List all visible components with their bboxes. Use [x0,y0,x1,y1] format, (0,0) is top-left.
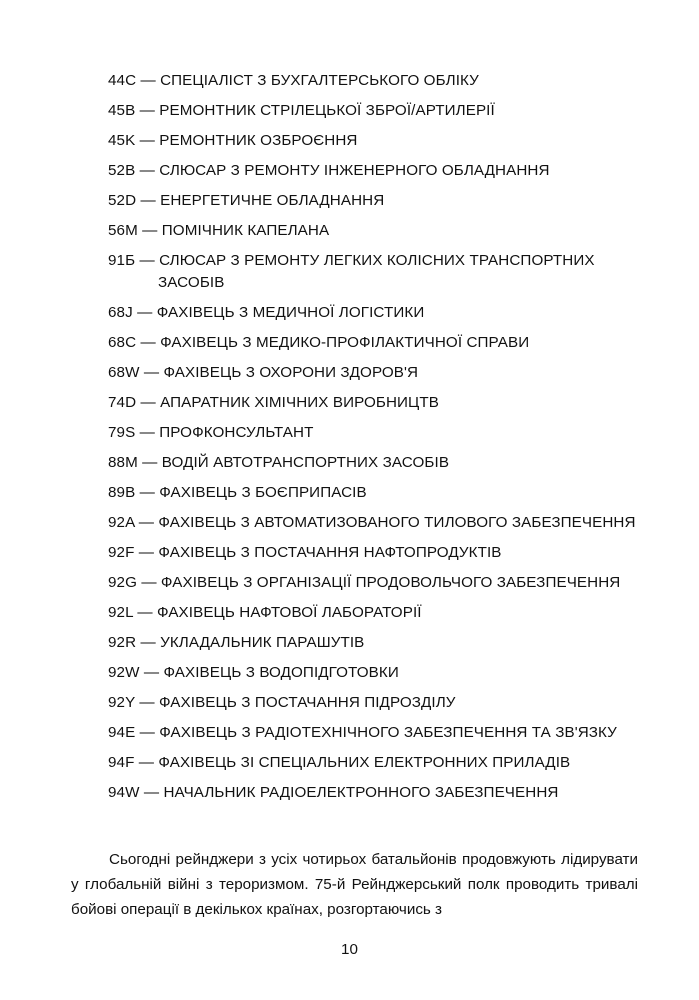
list-item: 94E — ФАХІВЕЦЬ З РАДІОТЕХНІЧНОГО ЗАБЕЗПЕЧЕННЯ ТА ЗВ'ЯЗКУ [108,724,617,741]
list-item: 45K — РЕМОНТНИК ОЗБРОЄННЯ [108,132,358,149]
list-item: 45B — РЕМОНТНИК СТРІЛЕЦЬКОЇ ЗБРОЇ/АРТИЛЕРІЇ [108,102,495,119]
list-item: 92W — ФАХІВЕЦЬ З ВОДОПІДГОТОВКИ [108,664,399,681]
list-item: 92Y — ФАХІВЕЦЬ З ПОСТАЧАННЯ ПІДРОЗДІЛУ [108,694,456,711]
list-item: 92A — ФАХІВЕЦЬ З АВТОМАТИЗОВАНОГО ТИЛОВОГО ЗАБЕЗПЕЧЕННЯ [108,514,636,531]
specialty-list [108,70,636,812]
list-item: 68J — ФАХІВЕЦЬ З МЕДИЧНОЇ ЛОГІСТИКИ [108,304,425,321]
list-item: 68W — ФАХІВЕЦЬ З ОХОРОНИ ЗДОРОВ'Я [108,364,419,381]
list-item: 79S — ПРОФКОНСУЛЬТАНТ [108,424,314,441]
list-item: 74D — АПАРАТНИК ХІМІЧНИХ ВИРОБНИЦТВ [108,394,440,411]
list-item [108,250,628,294]
list-item: 92R — УКЛАДАЛЬНИК ПАРАШУТІВ [108,634,365,651]
list-item: 44C — СПЕЦІАЛІСТ З БУХГАЛТЕРСЬКОГО ОБЛІКУ [108,72,479,89]
list-item: 94F — ФАХІВЕЦЬ ЗІ СПЕЦІАЛЬНИХ ЕЛЕКТРОННИХ ПРИЛАДІВ [108,754,571,771]
list-item: 68C — ФАХІВЕЦЬ З МЕДИКО-ПРОФІЛАКТИЧНОЇ СПРАВИ [108,334,530,351]
list-item: 56M — ПОМІЧНИК КАПЕЛАНА [108,222,330,239]
list-item-continuation: ЗАСОБІВ [158,274,225,291]
paragraph-text: Сьогодні рейнджери з усіх чотирьох батальйонів продовжують лідирувати у глобальній війні з тероризмом. 75-й Рейнджерський полк проводить тривалі бойові операції в декількох країнах, розгортаючись з [71,851,638,918]
list-item: 94W — НАЧАЛЬНИК РАДІОЕЛЕКТРОННОГО ЗАБЕЗПЕЧЕННЯ [108,784,559,801]
list-item: 92L — ФАХІВЕЦЬ НАФТОВОЇ ЛАБОРАТОРІЇ [108,604,422,621]
list-item: 88M — ВОДІЙ АВТОТРАНСПОРТНИХ ЗАСОБІВ [108,454,450,471]
body-paragraph [71,847,638,922]
list-item-line: 91Б — СЛЮСАР З РЕМОНТУ ЛЕГКИХ КОЛІСНИХ ТРАНСПОРТНИХ [108,252,595,269]
list-item: 89B — ФАХІВЕЦЬ З БОЄПРИПАСІВ [108,484,367,501]
page-number: 10 [341,941,358,958]
list-item: 92F — ФАХІВЕЦЬ З ПОСТАЧАННЯ НАФТОПРОДУКТІВ [108,544,502,561]
list-item: 52D — ЕНЕРГЕТИЧНЕ ОБЛАДНАННЯ [108,192,385,209]
list-item: 92G — ФАХІВЕЦЬ З ОРГАНІЗАЦІЇ ПРОДОВОЛЬЧОГО ЗАБЕЗПЕЧЕННЯ [108,574,621,591]
list-item: 52B — СЛЮСАР З РЕМОНТУ ІНЖЕНЕРНОГО ОБЛАДНАННЯ [108,162,550,179]
